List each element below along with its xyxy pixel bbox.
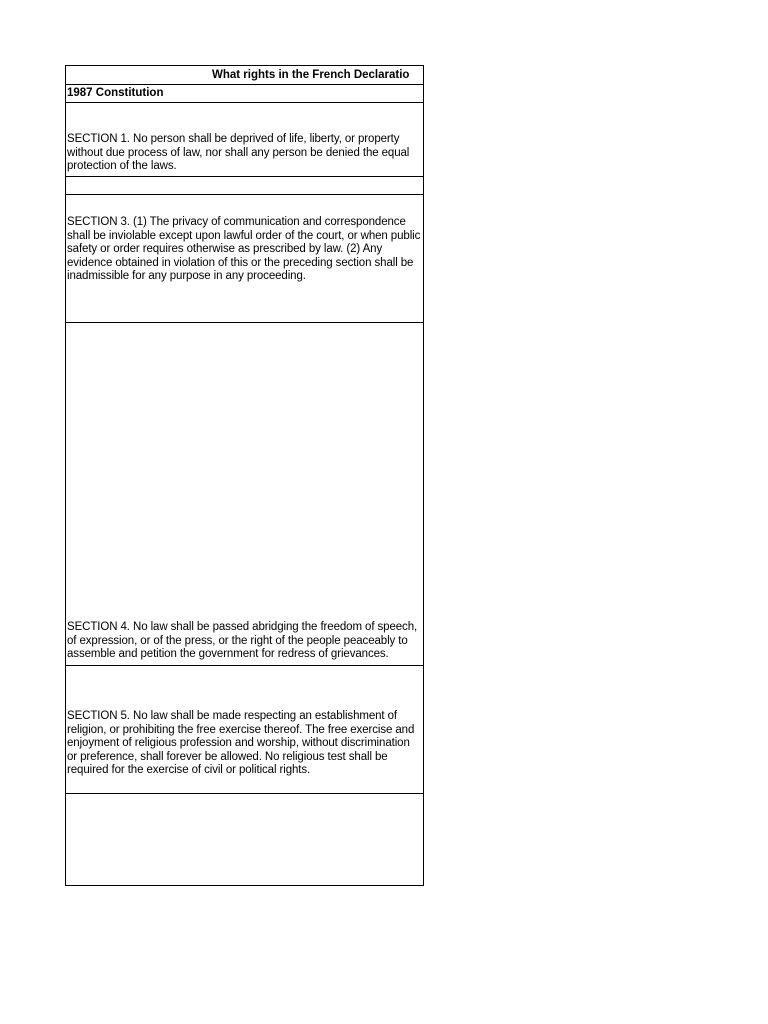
section-3-cell[interactable] bbox=[66, 195, 423, 323]
empty-cell[interactable] bbox=[66, 794, 423, 885]
column-header: 1987 Constitution bbox=[67, 87, 164, 99]
section-1-text: SECTION 1. No person shall be deprived of life, liberty, or property without due process of law, nor shall any person be denied the equal protection of the laws. bbox=[67, 133, 410, 173]
section-4-cell[interactable] bbox=[66, 323, 423, 666]
empty-cell[interactable] bbox=[66, 177, 423, 195]
section-1-cell[interactable] bbox=[66, 103, 423, 177]
column-header-cell[interactable] bbox=[66, 85, 423, 103]
section-5-cell[interactable] bbox=[66, 666, 423, 794]
sheet-title: What rights in the French Declaratio bbox=[212, 69, 410, 81]
title-cell[interactable] bbox=[66, 66, 423, 85]
spreadsheet-column bbox=[65, 65, 424, 886]
section-4-text: SECTION 4. No law shall be passed abridging the freedom of speech, of expression, or of the press, or the right of the people peaceably to assemble and petition the government for redress of grievances. bbox=[67, 621, 418, 661]
section-5-text: SECTION 5. No law shall be made respecting an establishment of religion, or prohibiting the free exercise thereof. The free exercise and enjoyment of religious profession and worship, without discrimination or preference, shall forever be allowed. No religious test shall be required for the exercise of civil or political rights. bbox=[67, 710, 415, 777]
section-3-text: SECTION 3. (1) The privacy of communication and correspondence shall be inviolable except upon lawful order of the court, or when public safety or order requires otherwise as prescribed by law. (2) Any evidence obtained in violation of this or the preceding section shall be inadmissible for any purpose in any proceeding. bbox=[67, 216, 421, 283]
